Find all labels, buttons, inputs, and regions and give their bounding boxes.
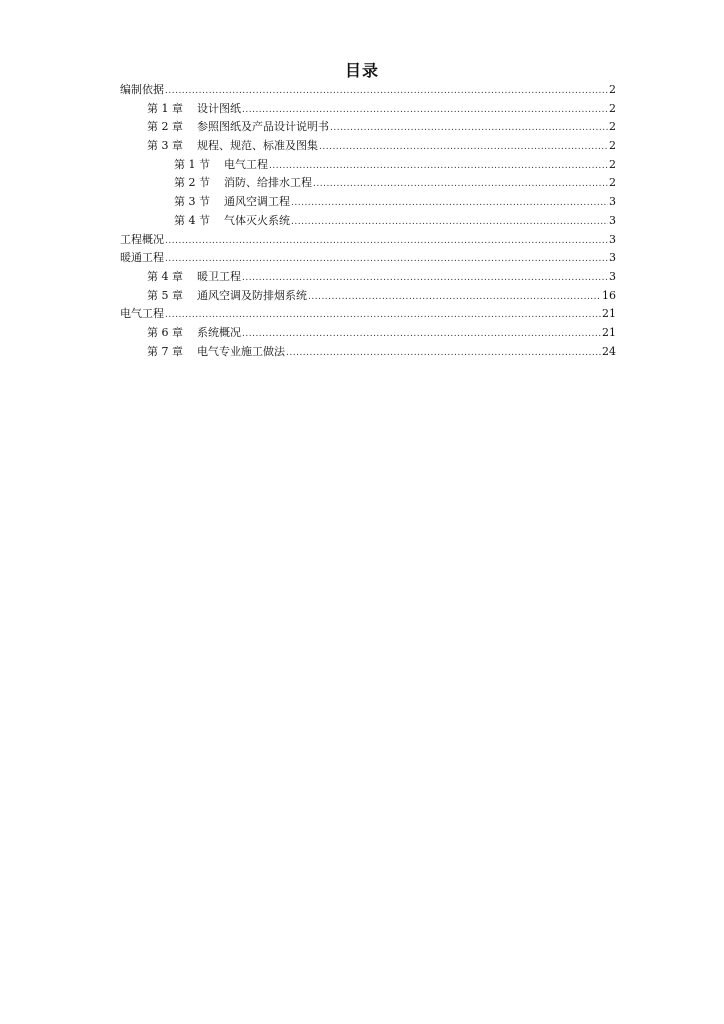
toc-entry-number: 第 1 章 — [147, 101, 183, 115]
toc-dot-leader — [242, 325, 601, 344]
toc-entry-page: 3 — [609, 195, 616, 209]
toc-entry-number: 第 2 节 — [174, 176, 210, 190]
toc-entry-7[interactable] — [120, 193, 616, 212]
toc-entry-4[interactable] — [120, 137, 616, 156]
toc-entry-number: 第 1 节 — [174, 157, 210, 171]
page-title: 目录 — [344, 61, 379, 80]
toc-dot-leader — [165, 232, 608, 251]
toc-dot-leader — [286, 344, 601, 363]
table-of-contents — [120, 81, 616, 361]
toc-entry-page: 3 — [609, 251, 616, 265]
toc-entry-number: 第 6 章 — [147, 325, 183, 339]
toc-dot-leader — [165, 250, 608, 269]
toc-entry-2[interactable] — [120, 100, 616, 119]
toc-entry-label: 电气专业施工做法 — [197, 344, 285, 358]
toc-entry-label: 通风空调工程 — [224, 195, 290, 209]
toc-entry-6[interactable] — [120, 174, 616, 193]
toc-entry-label: 电气工程 — [224, 157, 268, 171]
toc-entry-page: 2 — [609, 176, 616, 190]
toc-entry-3[interactable] — [120, 118, 616, 137]
toc-dot-leader — [319, 138, 608, 157]
toc-entry-label: 系统概况 — [197, 325, 241, 339]
toc-entry-page: 3 — [609, 232, 616, 246]
toc-entry-number: 第 5 章 — [147, 288, 183, 302]
toc-entry-number: 第 4 章 — [147, 269, 183, 283]
toc-entry-11[interactable] — [120, 268, 616, 287]
toc-entry-number: 第 3 章 — [147, 139, 183, 153]
toc-entry-page: 2 — [609, 83, 616, 96]
toc-entry-14[interactable] — [120, 324, 616, 343]
toc-dot-leader — [269, 157, 608, 176]
toc-entry-label: 气体灭火系统 — [224, 213, 290, 227]
toc-entry-page: 3 — [609, 269, 616, 283]
toc-entry-page: 21 — [602, 325, 616, 339]
toc-entry-number: 第 7 章 — [147, 344, 183, 358]
toc-dot-leader — [242, 269, 608, 288]
toc-dot-leader — [291, 213, 608, 232]
toc-entry-label: 设计图纸 — [197, 101, 241, 115]
toc-entry-label: 电气工程 — [120, 307, 164, 321]
toc-entry-page: 21 — [602, 307, 616, 321]
toc-entry-label: 暖通工程 — [120, 251, 164, 265]
toc-dot-leader — [291, 194, 608, 213]
toc-entry-page: 2 — [609, 139, 616, 153]
toc-entry-12[interactable] — [120, 287, 616, 306]
toc-dot-leader — [313, 175, 608, 194]
toc-entry-page: 2 — [609, 101, 616, 115]
toc-dot-leader — [165, 306, 601, 325]
toc-entry-label: 暖卫工程 — [197, 269, 241, 283]
toc-entry-number: 第 3 节 — [174, 195, 210, 209]
toc-entry-number: 第 4 节 — [174, 213, 210, 227]
toc-dot-leader — [242, 101, 608, 120]
toc-entry-8[interactable] — [120, 212, 616, 231]
toc-entry-page: 24 — [602, 344, 616, 358]
toc-entry-13[interactable] — [120, 305, 616, 324]
toc-entry-page: 16 — [602, 288, 616, 302]
toc-entry-label: 通风空调及防排烟系统 — [197, 288, 307, 302]
toc-entry-10[interactable] — [120, 249, 616, 268]
toc-dot-leader — [330, 119, 608, 138]
toc-entry-5[interactable] — [120, 156, 616, 175]
toc-entry-15[interactable] — [120, 343, 616, 362]
toc-entry-page: 3 — [609, 213, 616, 227]
toc-entry-page: 2 — [609, 120, 616, 134]
toc-entry-label: 工程概况 — [120, 232, 164, 246]
toc-entry-label: 编制依据 — [120, 83, 164, 96]
toc-entry-label: 参照图纸及产品设计说明书 — [197, 120, 329, 134]
toc-entry-number: 第 2 章 — [147, 120, 183, 134]
toc-entry-label: 消防、给排水工程 — [224, 176, 312, 190]
toc-dot-leader — [165, 82, 608, 101]
toc-entry-9[interactable] — [120, 231, 616, 250]
toc-entry-page: 2 — [609, 157, 616, 171]
toc-entry-label: 规程、规范、标准及图集 — [197, 139, 318, 153]
toc-entry-1[interactable] — [120, 81, 616, 100]
toc-dot-leader — [308, 288, 601, 307]
